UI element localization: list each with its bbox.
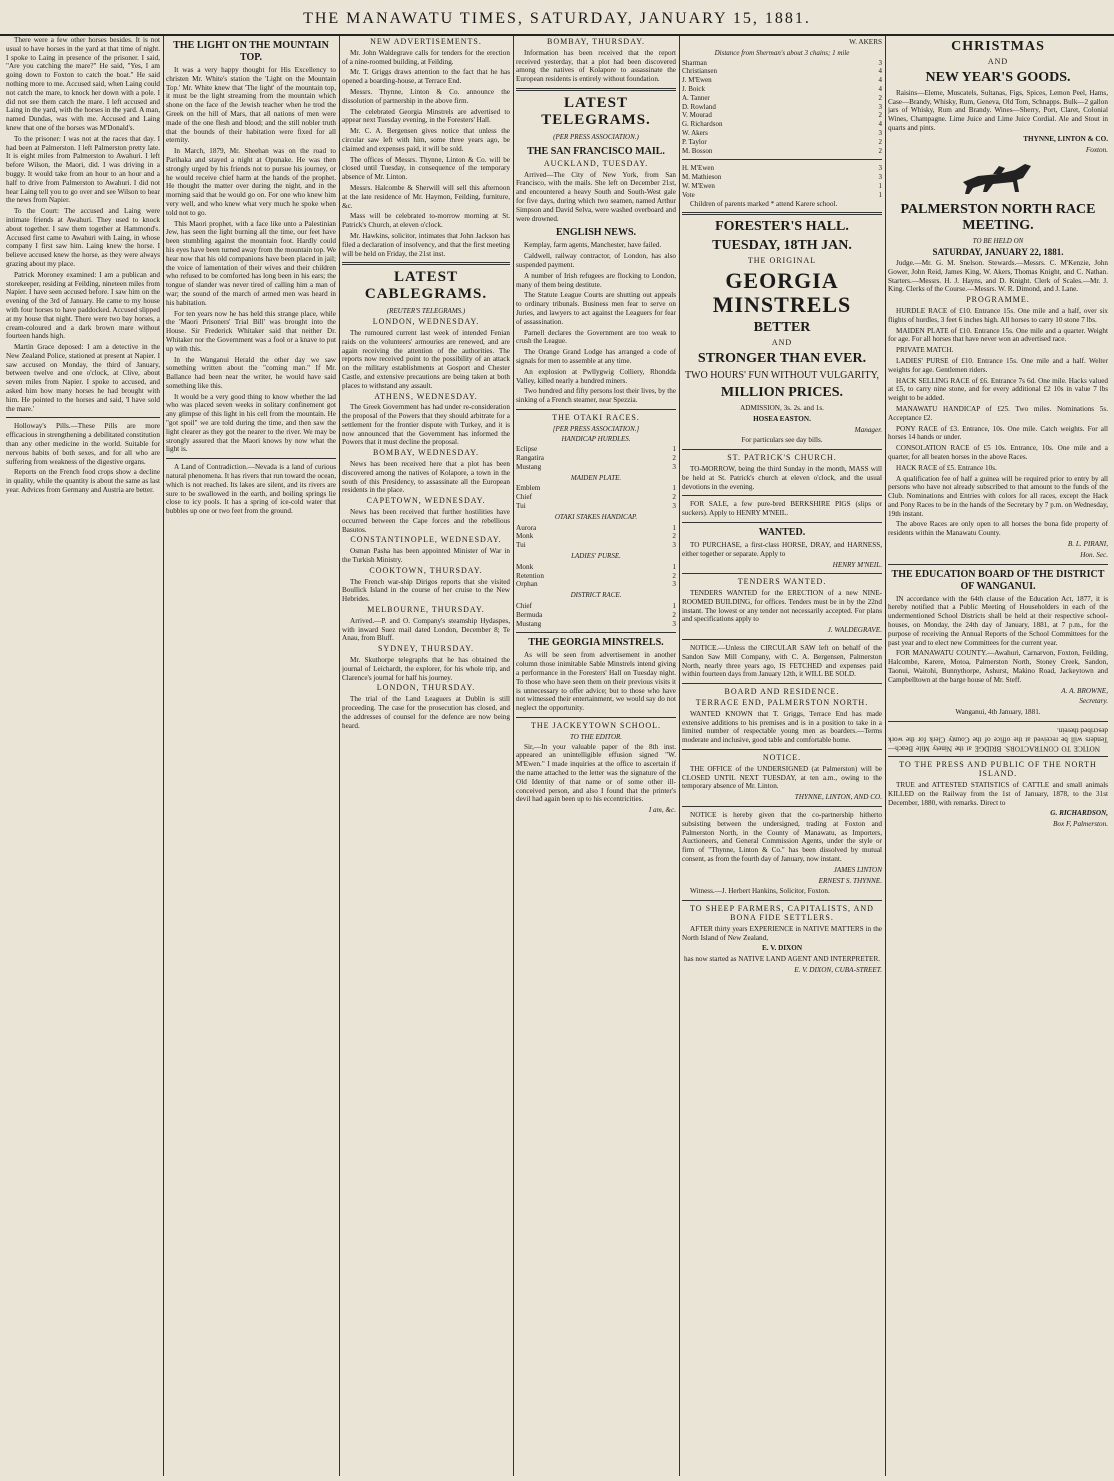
paragraph: Osman Pasha has been appointed Minister of War in the Turkish Ministry. — [342, 547, 510, 565]
parent-name: D. Rowland — [682, 102, 716, 111]
child-count: 2 — [878, 111, 882, 120]
paragraph: A qualification fee of half a guinea will be required prior to entry by all persons who have not already subscribed to that amount to the funds of the Club. Nominations and Entries with colors for all races, except the Hack and Pony Races to be in the hands of the Secretary by 7 p.m. on Wednesday, 19th instant. — [888, 474, 1108, 518]
parent-name: Sharman — [682, 58, 707, 67]
child-count: 2 — [878, 146, 882, 155]
ad-notice: Mass will be celebrated to-morrow morning at St. Patrick's Church, at eleven o'clock. — [342, 212, 510, 230]
goods-list: Raisins—Eleme, Muscatels, Sultanas, Figs, Spices, Lemon Peel, Hams, Case—Brandy, Whisky, Rum, Geneva, Old Tom, Schnapps. Bulk—2 gallon jars of Whisky, Rum and Brandy. Wines—Sherry, Port, Claret, Colonial Wines, Champagne. Lime Juice and Lime Juice Cordial. Ale and Stout in quarts and pints. — [888, 88, 1108, 132]
programme-item: PONY RACE of £3. Entrance, 10s. One mile. Catch weights. For all horses 14 hands or under. — [888, 424, 1108, 442]
paragraph: A Land of Contradiction.—Nevada is a land of curious natural phenomena. It has rivers that run toward the ocean, which is not reached. Its lakes are silent, and its rivers are sure to be swallowed in the earth, and boiling springs lie close to icy pools. It has a spring of ice-cold water that bubbles up one or two feet from the ground. — [166, 463, 336, 516]
notice-heading: NOTICE. — [762, 753, 802, 763]
programme-item: LADIES' PURSE of £10. Entrance 15s. One mile and a half. Welter weights for age. Gentlemen riders. — [888, 356, 1108, 374]
dateline: LONDON, THURSDAY. — [376, 683, 476, 693]
programme-item: MANAWATU HANDICAP of £25. Two miles. Nominations 5s. Acceptance £2. — [888, 404, 1108, 422]
paragraph: TENDERS WANTED for the ERECTION of a new NINE-ROOMED BUILDING, for offices. Tenders must be in by the 22nd instant. The lowest or any tender not necessarily accepted. For plans and specifications apply to — [682, 589, 882, 624]
dateline: SYDNEY, THURSDAY. — [377, 644, 475, 654]
paragraph: News has been received here that a plot has been discovered among the natives of Kolapore, a town in the south of this Presidency, to assassinate all the European residents in the place. — [342, 460, 510, 495]
paragraph: NOTICE.—Unless the CIRCULAR SAW left on behalf of the Sandon Saw Mill Company, with C. A. Bergensen, Palmerston North, nearly three years ago, IS FETCHED and expenses paid within fourteen days from January 12th, it WILL BE SOLD. — [682, 644, 882, 679]
akers-heading: W. AKERS — [849, 38, 882, 46]
paragraph: Martin Grace deposed: I am a detective in the New Zealand Police, stationed at present at Napier. I saw accused on Monday, the third of January, between twelve and one o'clock, at Clive, about seven miles from Napier. I spoke to accused, and asked him how many horses he had brought with him. He pointed to the horses and said, 'I have sold the mare.' — [6, 343, 160, 413]
paragraph: THE OFFICE of the UNDERSIGNED (at Palmerston) will be CLOSED UNTIL NEXT TUESDAY, at ten a.m., owing to the temporary absence of Mr. Linton. — [682, 764, 882, 791]
agent-signature: E. V. DIXON, CUBA-STREET. — [794, 965, 882, 974]
paragraph: TO-MORROW, being the third Sunday in the month, MASS will be held at St. Patrick's church at eleven o'clock, and the usual devotions in the evening. — [682, 464, 882, 491]
race-result-row — [516, 532, 676, 541]
race-result-row — [516, 445, 676, 454]
divider — [682, 900, 882, 901]
placing: 1 — [672, 445, 676, 454]
child-count: 2 — [878, 93, 882, 102]
dateline: LONDON, WEDNESDAY. — [372, 317, 480, 327]
foresters-hall: FORESTER'S HALL. — [715, 219, 849, 235]
parent-name: Vote — [682, 190, 695, 199]
paragraph: Sir,—In your valuable paper of the 8th inst. appeared an unintelligible effusion signed "W. M'Ewen." I made inquiries at the office to ascertain if the name attached to the letter was the signature of the Old Identity of that name or of some other ill-conceived person, and also I found that the printer's devil had again been up to his eccentricities. — [516, 742, 676, 804]
ad-notice: Messrs. Thynne, Linton & Co. announce the dissolution of partnership in the above firm. — [342, 87, 510, 105]
paragraph: There were a few other horses besides. It is not usual to have horses in the yard at that time of night. I spoke to Laing in presence of the prisoner. I said, "Are you catching the mare?" He said, "Yes, I am going down to Foxton to catch the boat." He said nothing more to me. Accused said, when Laing could not catch the mare, to knock her down with a pole. I did not see them catch the mare. I left accused and Laing in the yard, with the horses in the yard. A man, named Dundas, was with me. Accused and Laing knew that one of the horses was M'Donald's. — [6, 36, 160, 132]
race-result-row — [516, 572, 676, 581]
child-count: 3 — [878, 128, 882, 137]
paragraph: The above Races are only open to all horses the bona fide property of residents within the Manawatu County. — [888, 520, 1108, 538]
dateline: CAPETOWN, WEDNESDAY. — [366, 496, 486, 506]
divider — [166, 458, 336, 459]
paragraph: TO PURCHASE, a first-class HORSE, DRAY, and HARNESS, either together or separate. Apply to — [682, 540, 882, 558]
parent-name: J. Boick — [682, 84, 705, 93]
horse-name: Chief — [516, 493, 532, 502]
race-results — [516, 435, 676, 629]
parent-name: G. Richardson — [682, 120, 723, 129]
race-result-row — [516, 620, 676, 629]
paragraph: Children of parents marked * attend Karere school. — [690, 199, 838, 208]
race-title: LADIES' PURSE. — [571, 552, 621, 561]
manager-name: HOSEA EASTON. — [753, 414, 811, 423]
paragraph: To the Court: The accused and Laing were intimate friends at Awahuri. They used to knock about together. I saw them together at Hammond's. Accused first came to Awahuri with Laing, in whose company I first saw him. Laing knew the horse. I believe accused knew the horse, as they were always grazing about my place. — [6, 207, 160, 268]
school-row — [682, 85, 882, 94]
paragraph: Reports on the French food crops show a decline in quality, while the quantity is about the same as last year. Advices from Germany and Austria are better. — [6, 468, 160, 495]
placing: 2 — [672, 610, 676, 619]
paragraph: The Statute League Courts are shutting out appeals to ordinary tribunals. Business men fear to serve on Juries, and lawyers to act against the Leaguers for fear of assassination. — [516, 291, 676, 326]
admission-label: ADMISSION, 3s. 2s. and 1s. — [740, 403, 824, 412]
article-heading: THE GEORGIA MINSTRELS. — [528, 637, 664, 649]
letter-signoff: I am, &c. — [648, 806, 676, 815]
divider — [682, 522, 882, 523]
divider — [682, 806, 882, 807]
parent-name: V. Mourad — [682, 111, 712, 120]
school-row — [682, 67, 882, 76]
racehorse-icon — [888, 158, 1108, 198]
tenders-signature: J. WALDEGRAVE. — [827, 626, 882, 635]
show-date: TUESDAY, 18TH JAN. — [712, 238, 852, 254]
dateline: BOMBAY, WEDNESDAY. — [372, 448, 480, 458]
parent-name: P. Taylor — [682, 137, 707, 146]
race-title: OTAKI STAKES HANDICAP. — [554, 512, 638, 521]
horse-name: Rangatira — [516, 454, 544, 463]
paragraph: As will be seen from advertisement in another column those inimitable Sable Minstrels intend giving a performance in the Foresters' Hall on Tuesday night. To those who have seen them on their previous visits it is unnecessary to offer advice; but to those who have not witnessed their entertainment, we would say do not neglect the opportunity. — [516, 651, 676, 713]
column-notices — [888, 36, 1108, 1476]
divider — [888, 756, 1108, 757]
race-subheading: TO BE HELD ON — [972, 237, 1024, 246]
paragraph: FOR SALE, a few pure-bred BERKSHIRE PIGS (slips or suckers). Apply to HENRY M'NEIL. — [682, 500, 882, 518]
child-count: 4 — [878, 120, 882, 129]
programme-item: HACK RACE of £5. Entrance 10s. — [896, 463, 997, 472]
georgia-minstrels-title: GEORGIA MINSTRELS — [712, 268, 852, 318]
child-count: 3 — [878, 102, 882, 111]
paragraph: The Orange Grand Lodge has arranged a code of signals for men to assemble at any time. — [516, 348, 676, 365]
placing: 3 — [672, 541, 676, 550]
article-heading: THE OTAKI RACES. — [552, 412, 640, 422]
school-row — [682, 182, 882, 191]
divider — [516, 632, 676, 633]
horse-name: Aurora — [516, 523, 537, 532]
ad-notice: Mr. John Waldegrave calls for tenders for the erection of a nine-roomed building, at Feilding. — [342, 48, 510, 66]
paragraph: This Maori prophet, with a face like unto a Palestinian Jew, has seen the light burning all the time, our feet have been stumbling against the mountain foot. Hardly could his eyes have been turned away from the mountain top. We hear now that his old companions have been placed in jail; the voice of lamentation of their wives and their children who refused to be comforted has long been in his ears; the tongue of slander was never tired of calling him a man of war; the sound of the march of armed men was heard in his habitation. — [166, 219, 336, 307]
cablegrams-heading: LATEST CABLEGRAMS. — [364, 269, 488, 303]
agent-role: has now started as NATIVE LAND AGENT AND INTERPRETER. — [683, 955, 881, 964]
signature: ERNEST S. THYNNE. — [818, 876, 882, 885]
race-result-list — [516, 445, 676, 471]
article-heading: THE SAN FRANCISCO MAIL. — [527, 145, 665, 157]
school-row — [682, 147, 882, 156]
divider — [682, 449, 882, 450]
signature: JAMES LINTON — [833, 865, 882, 874]
programme-item: MAIDEN PLATE of £10. Entrance 15s. One mile and a quarter. Weight for age. For all horses that have never won an advertised race. — [888, 326, 1108, 344]
dateline: CONSTANTINOPLE, WEDNESDAY. — [350, 535, 502, 545]
race-result-list — [516, 524, 676, 550]
press-box: Box F, Palmerston. — [1053, 820, 1108, 829]
race-title: HANDICAP HURDLES. — [561, 434, 631, 443]
divider — [682, 495, 882, 496]
parent-name: H. M'Ewen — [682, 164, 714, 173]
placing: 1 — [672, 523, 676, 532]
race-result-row — [516, 493, 676, 502]
article-heading: ENGLISH NEWS. — [555, 227, 637, 239]
press-heading: TO THE PRESS AND PUBLIC OF THE NORTH ISLAND. — [899, 760, 1097, 779]
school-row — [682, 76, 882, 85]
christmas-heading: CHRISTMAS — [951, 39, 1045, 54]
masthead — [0, 0, 1114, 36]
race-result-row — [516, 611, 676, 620]
horse-name: Orphan — [516, 580, 538, 589]
ad-notice: Mr. Hawkins, solicitor, intimates that John Jackson has filed a declaration of insolvency, and that the first meeting will be held on Friday, the 21st inst. — [342, 231, 510, 258]
stronger-label: STRONGER THAN EVER. — [697, 350, 867, 366]
race-result-list — [516, 563, 676, 589]
race-result-row — [516, 602, 676, 611]
school-table — [682, 59, 882, 156]
placing: 2 — [672, 571, 676, 580]
horse-name: Chief — [516, 602, 532, 611]
paragraph: A number of Irish refugees are flocking to London, many of them being destitute. — [516, 271, 676, 289]
merchant-signature: THYNNE, LINTON & CO. — [1023, 134, 1108, 143]
paragraph: FOR MANAWATU COUNTY.—Awahuri, Carnarvon, Foxton, Feilding, Halcombe, Karere, Motoa, Palmerston North, Stoney Creek, Sandon, Taonui, Waitohi, Bunnythorpe, Ashurst, Makino Road, Jackeytown and Campbelltown at the barge house of Mr. Steff. — [888, 649, 1108, 684]
paragraph: It would be a very good thing to know whether the lad who was placed seven weeks in solitary confinement got any glimpse of this light in his cell from the mountain. He "got spoil" we are told during the time, and then saw the light clearer as they got the nearer to the river. We may be strongly assured that the Maori knows by now what the light is. — [166, 392, 336, 454]
paragraph: NOTICE is hereby given that the co-partnership hitherto subsisting between the undersigned, trading at Foxton and Palmerston North, in the County of Manawatu, as Importers, Auctioneers, and General Commission Agents, under the style or firm of "Thynne, Linton & Co." has been dissolved by mutual consent, as from the fourth day of January, now instant. — [682, 811, 882, 864]
agent-name: E. V. DIXON — [761, 944, 803, 953]
paragraph: The trial of the Land Leaguers at Dublin is still proceeding. The case for the prosecution has closed, and the addresses of counsel for the defence are now being heard. — [342, 695, 510, 730]
race-result-row — [516, 541, 676, 550]
divider — [888, 721, 1108, 722]
ad-notice: Messrs. Halcombe & Sherwill will sell this afternoon at the late residence of Mr. Haymon, Feilding, furniture, &c. — [342, 183, 510, 210]
child-count: 4 — [878, 76, 882, 85]
child-count: 2 — [878, 137, 882, 146]
placing: 3 — [672, 502, 676, 511]
paragraph: Witness.—J. Herbert Hankins, Solicitor, Foxton. — [690, 887, 830, 896]
dateline: AUCKLAND, TUESDAY. — [543, 158, 649, 168]
original-label: THE ORIGINAL — [747, 256, 817, 266]
telegrams-heading: LATEST TELEGRAMS. — [541, 94, 651, 128]
school-row — [682, 103, 882, 112]
fun-label: TWO HOURS' FUN WITHOUT VULGARITY, — [684, 369, 880, 381]
horse-name: Mustang — [516, 462, 542, 471]
education-heading: THE EDUCATION BOARD OF THE DISTRICT OF WANGANUI. — [891, 568, 1105, 592]
placing: 1 — [672, 484, 676, 493]
divider — [6, 417, 160, 418]
divider — [516, 88, 676, 91]
merchant-place: Foxton. — [1085, 145, 1108, 154]
and-label: AND — [987, 57, 1009, 66]
placing: 3 — [672, 619, 676, 628]
column-court-report — [6, 36, 160, 1476]
and-label: AND — [771, 338, 793, 348]
ad-notice: Mr. T. Griggs draws attention to the fact that he has opened a boarding-house, at Terrace End. — [342, 68, 510, 86]
paragraph: The rumoured current last week of intended Fenian raids on the volunteers' armouries are renewed, and are again receiving the attention of the authorities. The reports now received point to the possibility of an attack on the military establishments at Gosport and Chester Castle, and extensive precautions are being taken at both places to withstand any assault. — [342, 328, 510, 390]
school-row — [682, 173, 882, 182]
farmers-heading: TO SHEEP FARMERS, CAPITALISTS, AND BONA FIDE SETTLERS. — [690, 904, 874, 922]
paragraph: Information has been received that the report received yesterday, that a plot had been discovered among the natives of Kolapore to assassinate the European residents is entirely without foundation. — [516, 48, 676, 84]
inverted-notice: NOTICE TO CONTRACTORS. BRIDGE at the Ninety Mile Beach—Tenders will be received at the office of the County Clerk for the work described therein. — [888, 726, 1108, 753]
horse-name: Bermuda — [516, 610, 543, 619]
race-result-row — [516, 524, 676, 533]
dateline: ATHENS, WEDNESDAY. — [374, 391, 478, 401]
programme-item: HACK SELLING RACE of £6. Entrance 7s 6d. One mile. Hacks valued at £5, to carry nine stone, and for every additional £2 10s in value 7 lbs weight to be added. — [888, 376, 1108, 403]
tenders-heading: TENDERS WANTED. — [737, 577, 827, 587]
article-heading: THE JACKEYTOWN SCHOOL. — [530, 721, 662, 731]
paragraph: In March, 1879, Mr. Sheehan was on the road to Parihaka and stayed a night at Opunake. He was then strongly urged by his friends not to pursue his journey, or he would receive chief harm at the hands of the prophet. He thought the matter over during the night, and in the morning said that he would go on. For one who knew him very well, and who knew what very much he spoke when told not to go. — [166, 147, 336, 217]
school-table — [682, 164, 882, 199]
placing: 1 — [672, 602, 676, 611]
divider — [682, 749, 882, 750]
paragraph: Kemplay, farm agents, Manchester, have failed. — [524, 241, 662, 250]
column-rule — [163, 36, 164, 1476]
divider — [682, 573, 882, 574]
column-rule — [679, 36, 680, 1476]
child-count: 1 — [878, 181, 882, 190]
paragraph: Two hundred and fifty persons lost their lives, by the sinking of a French steamer, near Spezzia. — [516, 387, 676, 405]
officials: Judge.—Mr. G. M. Snelson. Stewards.—Messrs. C. M'Kenzie, John Gower, John Reid, James King, W. Akers, Thomas Knight, and C. Nathan. Starters.—Messrs. H. J. Hayns, and D. Knight. Clerk of Scales.—Mr. J. King. Clerks of the Course.—Messrs. W. R. Dimond, and J. Lane. — [888, 258, 1108, 294]
notice-signature: THYNNE, LINTON, AND CO. — [794, 793, 882, 802]
paragraph: IN accordance with the 64th clause of the Education Act, 1877, it is hereby notified that a Public Meeting of Householders in each of the undermentioned School Districts shall be held at their respective school-houses, on Monday, the 24th day of January, 1881, at 7 p.m., for the purpose of receiving the Annual Reports of the School Committees for the past year and to elect new Committees for the current year. — [888, 594, 1108, 647]
education-date: Wanganui, 4th January, 1881. — [955, 708, 1041, 717]
school-row — [682, 138, 882, 147]
child-count: 3 — [878, 173, 882, 182]
article-heading: THE LIGHT ON THE MOUNTAIN TOP. — [173, 40, 329, 63]
placing: 3 — [672, 580, 676, 589]
horse-name: Mustang — [516, 619, 542, 628]
placing: 3 — [672, 462, 676, 471]
education-signature: A. A. BROWNE, — [1061, 686, 1108, 695]
horse-name: Tui — [516, 541, 526, 550]
column-rule — [339, 36, 340, 1476]
child-count: 3 — [878, 58, 882, 67]
placing: 1 — [672, 562, 676, 571]
paragraph: Caldwell, railway contractor, of London, has also suspended payment. — [516, 252, 676, 269]
parent-name: A. Tanner — [682, 93, 710, 102]
church-heading: ST. PATRICK'S CHURCH. — [727, 453, 837, 463]
race-meeting-heading: PALMERSTON NORTH RACE MEETING. — [900, 202, 1096, 234]
horse-name: Tui — [516, 502, 526, 511]
parent-name: W. M'Ewen — [682, 181, 715, 190]
race-result-list — [516, 602, 676, 628]
better-label: BETTER — [753, 320, 811, 336]
race-title: DISTRICT RACE. — [570, 591, 622, 600]
telegrams-subheading: (PER PRESS ASSOCIATION.) — [553, 132, 639, 141]
paragraph: To the prisoner: I was not at the races that day. I had been at Palmerston. I left Palmerston pretty late. It is eight miles from Palmerston to Awahuri. I left before Wilson, the Maori, did. I was driving in a buggy. It would take from an hour to an hour and a half to drive from Palmerston to Awahuri. I did not hear Laing tell you to go over and see Wilson to hear the news from Napier. — [6, 134, 160, 205]
wanted-signature: HENRY M'NEIL. — [832, 560, 882, 569]
divider — [342, 262, 510, 265]
secretary-role: Hon. Sec. — [1080, 550, 1108, 559]
school-row — [682, 191, 882, 200]
ad-notice: Mr. C. A. Bergensen gives notice that unless the circular saw left with him, some three years ago, be claimed and expenses paid, it will be sold. — [342, 127, 510, 153]
divider — [888, 564, 1108, 565]
new-year-heading: NEW YEAR'S GOODS. — [925, 69, 1071, 85]
secretary-signature: B. L. PIRANI, — [1067, 540, 1108, 549]
school-row — [682, 94, 882, 103]
race-result-row — [516, 502, 676, 511]
dateline: COOKTOWN, THURSDAY. — [369, 565, 483, 575]
horse-name: Monk — [516, 562, 534, 571]
paragraph: In the Wanganui Herald the other day we saw something written about the "coming man." If Mr. Ballance had been near the writer, he would have said something like this. — [166, 355, 336, 390]
column-advertisements — [682, 36, 882, 1476]
school-row — [682, 111, 882, 120]
paragraph: An explosion at Pwllygwig Colliery, Rhondda Valley, killed nearly a hundred miners. — [516, 367, 676, 385]
programme-item: PRIVATE MATCH. — [896, 346, 954, 355]
paragraph: For ten years now he has held this strange place, while the 'Maori Prisoners' Trial Bill' was brought into the House. Sir Frederick Whitaker said that neither Dr. Whitaker nor the Government was a fool or a knave to put up with this. — [166, 309, 336, 353]
child-count: 1 — [878, 190, 882, 199]
paragraph: AFTER thirty years EXPERIENCE in NATIVE MATTERS in the North Island of New Zealand, — [682, 924, 882, 942]
race-date: SATURDAY, JANUARY 22, 1881. — [932, 247, 1064, 258]
dateline: BOMBAY, THURSDAY. — [547, 37, 645, 46]
horse-name: Eclipse — [516, 445, 538, 454]
prices-label: MILLION PRICES. — [720, 384, 844, 400]
divider — [682, 159, 882, 160]
divider — [516, 717, 676, 718]
programme-item: CONSOLATION RACE of £5 10s. Entrance, 10s. One mile and a quarter, for all beaten horses in the above Races. — [888, 444, 1108, 461]
paragraph: Parnell declares the Government are too weak to crush the League. — [516, 328, 676, 346]
child-count: 4 — [878, 67, 882, 76]
paragraph: The Greek Government has had under re-consideration the proposal of the Powers that they should arbitrate for a settlement for the frontier dispute with Turkey, and it is now announced that the Government has informed the Powers that it must decline the proposal. — [342, 403, 510, 447]
paragraph: Holloway's Pills.—These Pills are more efficacious in strengthening a debilitated constitution than any other medicine in the world. Suitable for nervous habits of both sexes, and for all who are suffering from weakness of the digestive organs. — [6, 422, 160, 466]
horse-name: Monk — [516, 532, 534, 541]
school-row — [682, 120, 882, 129]
ad-notice: The celebrated Georgia Minstrels are advertised to appear next Tuesday evening, in the Foresters' Hall. — [342, 107, 510, 125]
races-subheading: [PER PRESS ASSOCIATION.] — [552, 424, 640, 433]
programme-list — [888, 307, 1108, 473]
paragraph: Mr. Skuthorpe telegraphs that he has obtained the journal of Leichardt, the explorer, for his whole trip, and Clarence's journal for half his journey. — [342, 656, 510, 682]
akers-subheading: Distance from Sherman's about 3 chains; 1 mile — [714, 48, 850, 57]
race-result-row — [516, 563, 676, 572]
bills-note: For particulars see day bills. — [741, 436, 823, 445]
column-cablegrams — [342, 36, 510, 1476]
board-subheading: TERRACE END, PALMERSTON NORTH. — [695, 698, 869, 708]
cablegrams-subheading: (REUTER'S TELEGRAMS.) — [386, 307, 466, 316]
paragraph: Arrived.—P. and O. Company's steamship Hydaspes, with inward Suez mail dated London, December 8; Te Anau, from Bluff. — [342, 616, 510, 643]
child-count: 3 — [878, 164, 882, 173]
programme-item: HURDLE RACE of £10. Entrance 15s. One mile and a half, over six flights of hurdles, 3 feet 6 inches high. All horses to carry 10 stone 7 lbs. — [888, 306, 1108, 324]
dateline: MELBOURNE, THURSDAY. — [367, 605, 485, 615]
child-count: 4 — [878, 84, 882, 93]
placing: 2 — [672, 454, 676, 463]
new-ads-heading: NEW ADVERTISEMENTS. — [370, 37, 482, 46]
race-title: MAIDEN PLATE. — [570, 473, 622, 482]
paragraph: Arrived—The City of New York, from San Francisco, with the mails. She left on December 21st, and encountered a heavy South and South-West gale for five days, during which two seamen, named Arthur Simpson and David Selva, were washed overboard and were drowned. — [516, 170, 676, 223]
cablegram-list — [342, 318, 510, 730]
paragraph: TRUE and ATTESTED STATISTICS of CATTLE and small animals KILLED on the Railway from the 1st of January, 1878, to the 31st December, 1880, with remarks. Direct to — [888, 781, 1108, 807]
programme-heading: PROGRAMME. — [966, 295, 1030, 305]
education-role: Secretary. — [1079, 697, 1108, 706]
placing: 2 — [672, 532, 676, 541]
divider — [682, 683, 882, 684]
race-result-row — [516, 463, 676, 472]
race-result-list — [516, 484, 676, 510]
divider — [682, 639, 882, 640]
parent-name: Christiansen — [682, 67, 717, 76]
column-light-on-mountain — [166, 36, 336, 1476]
column-rule — [513, 36, 514, 1476]
divider — [682, 212, 882, 215]
board-heading: BOARD AND RESIDENCE. — [724, 687, 840, 697]
school-row — [682, 164, 882, 173]
parent-name: M. Bosson — [682, 146, 713, 155]
race-result-row — [516, 580, 676, 589]
ad-notice: The offices of Messrs. Thynne, Linton & Co. will be closed until Tuesday, in consequence of the temporary absence of Mr. Linton. — [342, 155, 510, 182]
masthead-title: THE MANAWATU TIMES, SATURDAY, JANUARY 15, 1881. — [303, 10, 811, 27]
paragraph: News has been received that further hostilities have occurred between the Cape forces and the rebellious Basutos. — [342, 508, 510, 534]
column-rule — [885, 36, 886, 1476]
race-result-row — [516, 454, 676, 463]
paragraph: Patrick Moroney examined: I am a publican and storekeeper, residing at Feilding, nineteen miles from Napier. I have seen accused before. I saw him on the evening of the 3rd of January. He came to my house with four horses to have paddocked. Accused slipped at my house that night. There were two bay horses, a cream-coloured and a dark brown mare without fourteen hands high. — [6, 270, 160, 341]
paragraph: The French war-ship Dirigos reports that she visited Boullick Island in the course of her cruise to the New Hebrides. — [342, 577, 510, 604]
horse-name: Retention — [516, 571, 544, 580]
paragraph: WANTED KNOWN that T. Griggs, Terrace End has made extensive additions to his premises and is in a position to take in a limited number of respectable young men as boarders.—Terms moderate and inclusive, good table and comfortable home. — [682, 709, 882, 745]
paragraph: It was a very happy thought for His Excellency to christen Mr. White's station the 'Light on the Mountain Top.' Mr. White knew that 'The light' of the mountain top, it must be the light streaming from the mountain which shone on the face of the Jewish teacher when he trod the Greek on the hill of Mars, that all nations of men were made of the one flesh and blood; and the still nobler truth that the bounds of their habitation were fixed for all eternity. — [166, 66, 336, 145]
press-signature: G. RICHARDSON, — [1050, 809, 1108, 818]
parent-name: J. M'Ewen — [682, 76, 712, 85]
school-row — [682, 129, 882, 138]
school-row — [682, 59, 882, 68]
parent-name: M. Mathieson — [682, 173, 722, 182]
english-news-list — [516, 241, 676, 405]
horse-name: Emblem — [516, 484, 541, 493]
placing: 2 — [672, 493, 676, 502]
divider — [516, 409, 676, 410]
wanted-heading: WANTED. — [758, 526, 806, 538]
manager-role: Manager. — [854, 425, 882, 434]
column-telegrams — [516, 36, 676, 1476]
letter-subheading: TO THE EDITOR. — [569, 732, 623, 741]
parent-name: W. Akers — [682, 128, 708, 137]
race-result-row — [516, 484, 676, 493]
